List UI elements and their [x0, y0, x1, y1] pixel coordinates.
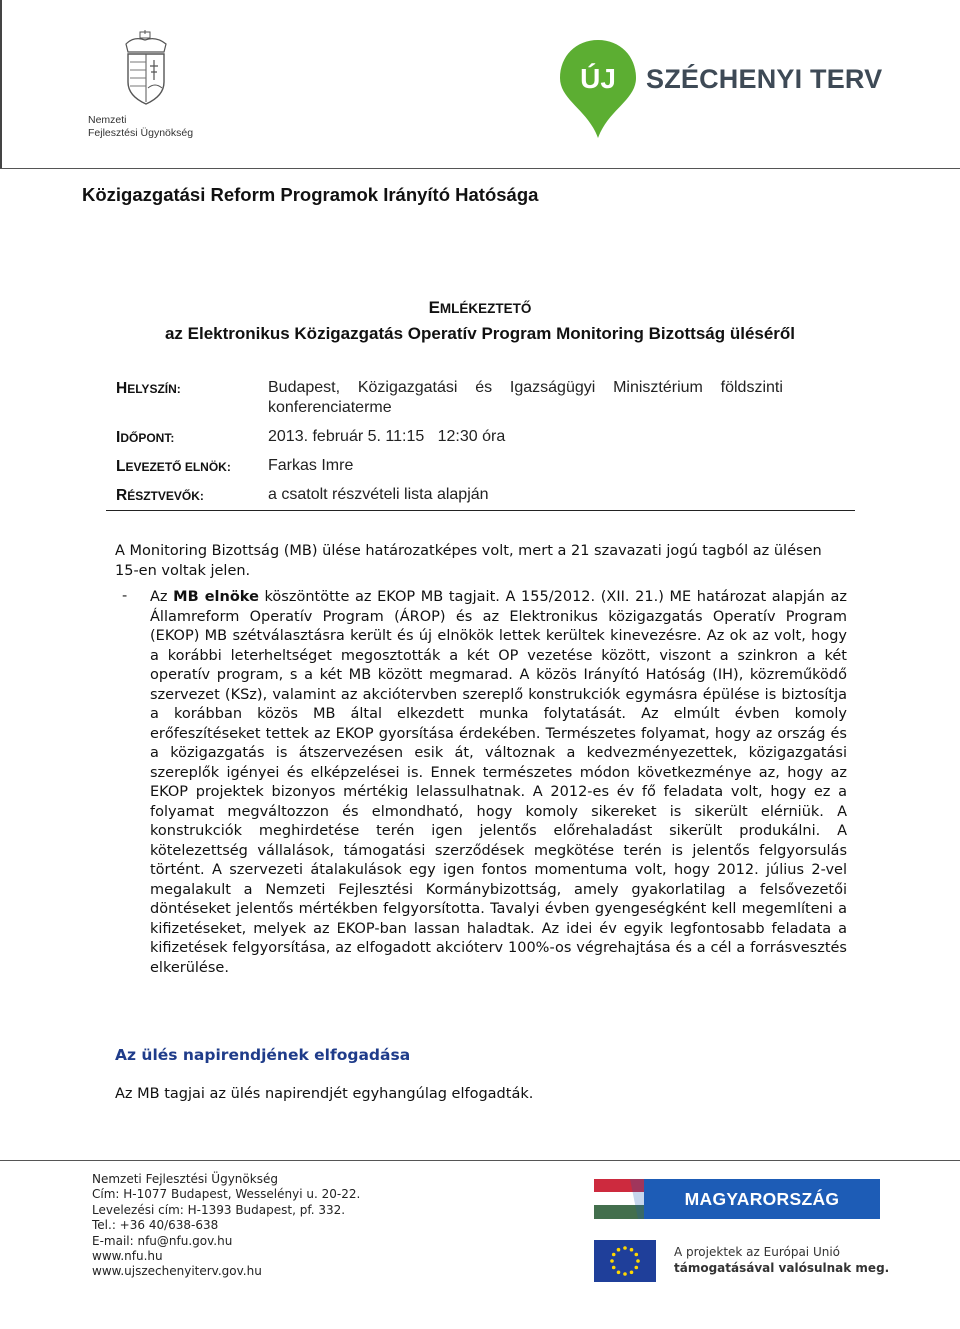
- info-separator: [106, 510, 855, 511]
- nfu-logo: [88, 30, 208, 140]
- eu-support-badge: [594, 1240, 894, 1286]
- chair-value: Farkas Imre: [268, 457, 354, 474]
- document-title: [0, 298, 960, 318]
- organisation-title: Közigazgatási Reform Programok Irányító Hatósága: [82, 184, 539, 205]
- location-label-initial: H: [116, 380, 128, 397]
- participants-label-initial: R: [116, 487, 128, 504]
- footer-address-line: www.ujszechenyiterv.gov.hu: [92, 1264, 262, 1279]
- location-label: [116, 380, 181, 398]
- time-label: [116, 429, 174, 447]
- nfu-logo-line1: Nemzeti: [88, 114, 127, 126]
- time-value: 2013. február 5. 11:15 12:30 óra: [268, 428, 506, 445]
- szt-logo-uj: ÚJ: [580, 63, 616, 94]
- footer-address-line: Levelezési cím: H-1393 Budapest, pf. 332.: [92, 1202, 346, 1217]
- time-label-initial: I: [116, 429, 121, 446]
- header-frame-left-edge: [0, 0, 2, 168]
- eu-text-line2: támogatásával valósulnak meg.: [674, 1261, 890, 1275]
- hungarian-flag-icon: [594, 1179, 644, 1219]
- footer-address: [92, 1172, 360, 1280]
- footer-divider: [0, 1160, 960, 1161]
- participants-label: [116, 487, 204, 505]
- hungarian-coat-of-arms-icon: [120, 30, 172, 110]
- location-pin-icon: [558, 38, 638, 140]
- document-title-rest: MLÉKEZTETŐ: [439, 301, 532, 316]
- document-subtitle: az Elektronikus Közigazgatás Operatív Program Monitoring Bizottság üléséről: [164, 324, 796, 343]
- location-value-line2: konferenciaterme: [268, 399, 392, 416]
- paragraph-chair-rest: köszöntötte az EKOP MB tagjait. A 155/2012. (XII. 21.) ME határozat alapján az Államreform Operatív Program (ÁROP) és az Elektronikus közigazgatás Operatív Program (EKOP) MB szétválasztásra került és új elnökök lettek kerültek kinevezésre. Az ok az volt, hogy a korábbi leterheltséget megosztották a két OP vezetése között, viszont a szinkron a két operatív program, s a két MB között megmarad. A közös Irányító Hatóság (IH), közreműködő szervezet (KSz), valamint az akciótervben szereplő konstrukciók egymásra épülése is biztosítja a korábban közös MB által elkezdett munka folytatását. Az elmúlt évben komoly erőfeszítéseket tettek az EKOP gyorsítása érdekében. Természetes folyamat, hogy az ország és a közigazgatás is átszervezésen esik át, változnak a kedvezményezettek, közigazgatási szereplők igényei és elképzelései is. Ennek természetes módon következménye az, hogy az EKOP projektek bizonyos mértékig lelassulhatnak. A 2012-es év fő feladata volt, hogy ez a folyamat megváltozzon és elmondható, hogy komoly sikereket is sikerült elérniük. A konstrukciók meghirdetése terén igen jelentős előrehaladást sikerült produkálni. A kötelezettség vállalások, támogatási szerződések megkötése terén is jelentős felgyorsulás történt. A szervezeti átalakulások egy igen fontos momentuma volt, hogy 2012. július 2-vel megalakult a Nemzeti Fejlesztési Kormánybizottság, amely gyakorlatilag a felsővezetői döntéseket jelentős mértékben felgyorsította. Tavalyi évben gyengeségként kell megemlíteni a kifizetéseket, melyek az EKOP-ban lassan haladtak. Az idei év egyik legfontosabb feladata a kifizetések felgyorsítása, az elfogadott akcióterv 100%-os végrehajtása és a cél a forrásvesztés elkerülése.: [150, 589, 848, 976]
- time-label-rest: DŐPONT:: [120, 431, 175, 445]
- paragraph-chair-pre: Az: [150, 589, 174, 605]
- footer-address-line: www.nfu.hu: [92, 1249, 163, 1264]
- chair-label-rest1: EVEZETŐ: [125, 460, 185, 474]
- paragraph-chair-bold: MB elnöke: [173, 589, 259, 605]
- document-title-initial: E: [428, 298, 440, 317]
- section-heading-agenda: Az ülés napirendjének elfogadása: [115, 1046, 411, 1064]
- footer-address-line: E-mail: nfu@nfu.gov.hu: [92, 1233, 233, 1248]
- bullet-dash: -: [122, 588, 128, 604]
- chair-label: [116, 458, 231, 476]
- magyarorszag-megujul-badge: [594, 1179, 880, 1249]
- chair-label-rest2: ELNÖK:: [184, 460, 231, 474]
- location-label-rest: ELYSZÍN:: [127, 382, 181, 396]
- participants-label-rest: ÉSZTVEVŐK:: [127, 489, 204, 503]
- nfu-logo-line2: Fejlesztési Ügynökség: [88, 127, 194, 139]
- eu-flag-icon: [594, 1240, 656, 1282]
- footer-address-line: Tel.: +36 40/638-638: [92, 1218, 219, 1233]
- footer-address-line: Cím: H-1077 Budapest, Wesselényi u. 20-22.: [92, 1187, 361, 1202]
- paragraph-quorum: A Monitoring Bizottság (MB) ülése határozatképes volt, mert a 21 szavazati jogú tagból az ülésen 15-en voltak jelen.: [115, 543, 822, 579]
- participants-value: a csatolt részvételi lista alapján: [268, 486, 489, 503]
- eu-text-line1: A projektek az Európai Unió: [674, 1245, 841, 1259]
- chair-label-initial: L: [116, 458, 126, 475]
- szt-logo-text: SZÉCHENYI TERV: [646, 64, 883, 94]
- paragraph-chair-greeting: [150, 588, 847, 978]
- paragraph-agenda-accepted: Az MB tagjai az ülés napirendjét egyhangúlag elfogadták.: [115, 1086, 534, 1102]
- footer-address-line: Nemzeti Fejlesztési Ügynökség: [92, 1172, 278, 1186]
- badge-text: MAGYARORSZÁG MEGÚJUL: [644, 1179, 880, 1219]
- location-value-line1: Budapest, Közigazgatási és Igazságügyi Minisztérium földszinti: [268, 379, 783, 396]
- uj-szechenyi-terv-logo: [558, 38, 883, 143]
